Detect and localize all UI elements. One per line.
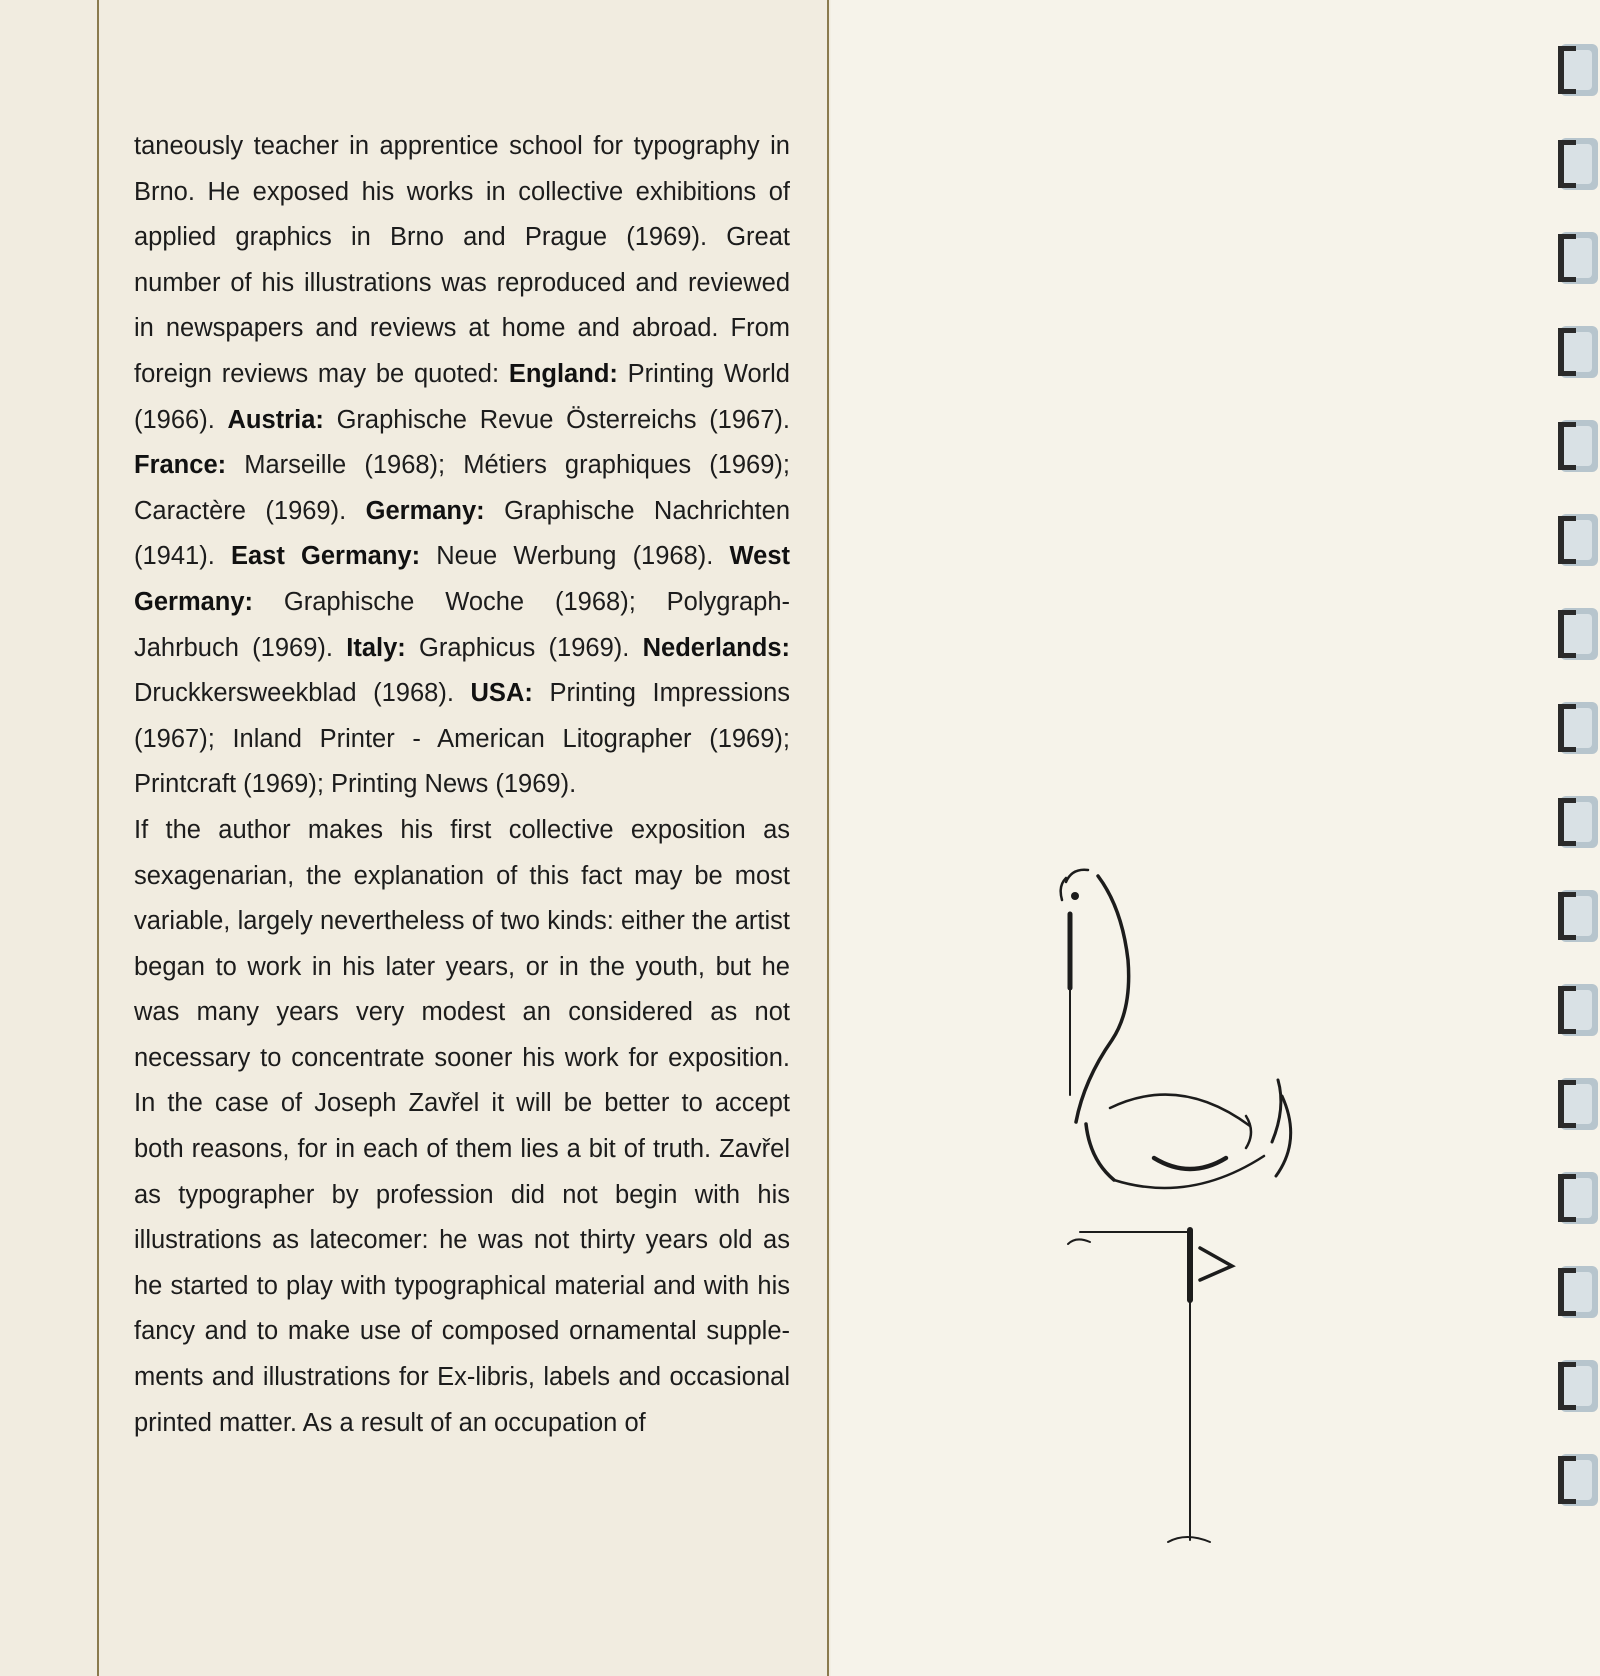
country-label: West Germany: <box>134 542 791 616</box>
paragraph-2: If the author makes his first collective exposition as sexagenarian, the explanation of this fact may be most variable, largely nevertheless of two kinds: either the artist began to work in his later years, or in the youth, but he was many years very modest an considered as not necessary to concentrate sooner his work for exposition. In the case of Joseph Zavřel it will be better to accept both reasons, for in each of them lies a bit of truth. Zavřel as typographer by profession did not begin with his illustrations as latecomer: he was not thirty years old as he started to play with typographical material and with his fancy and to make use of composed ornamental supplements and illustrations for Ex-libris, labels and occasional printed matter. As a result of an occupation of <box>134 815 790 1437</box>
country-label: Nederlands: <box>642 633 790 662</box>
binding-ring-icon <box>1550 416 1600 476</box>
text-run: Printing Impressions (1967); Inland Printer - American Litographer (1969); Printcraft (1969); Printing News (1969). <box>134 679 790 799</box>
left-margin-rule <box>97 0 99 1676</box>
binding-ring-icon <box>1550 886 1600 946</box>
binding-ring-icon <box>1550 1356 1600 1416</box>
binding-ring-icon <box>1550 510 1600 570</box>
binding-ring-icon <box>1550 134 1600 194</box>
binding-ring-icon <box>1550 792 1600 852</box>
binding-ring-icon <box>1550 228 1600 288</box>
binding-ring-icon <box>1550 1450 1600 1510</box>
text-run: Printing World (1966). <box>134 359 790 434</box>
text-column <box>134 124 790 1446</box>
spiral-binding <box>1550 0 1600 1676</box>
text-run: Graphicus (1969). <box>405 633 643 662</box>
paragraph-1 <box>134 124 790 808</box>
binding-ring-icon <box>1550 698 1600 758</box>
binding-ring-icon <box>1550 1168 1600 1228</box>
binding-ring-icon <box>1550 980 1600 1040</box>
country-label: England: <box>508 359 618 388</box>
flamingo-icon <box>1050 860 1330 1560</box>
text-run: Druckkersweekblad (1968). <box>134 679 471 708</box>
binding-ring-icon <box>1550 1262 1600 1322</box>
text-run: taneously teacher in apprentice school for typography in Brno. He exposed his works in collective exhibitions of applied graphics in Brno and Prague (1969). Great number of his illustrations was reproduced and reviewed in newspapers and reviews at home and abroad. From foreign reviews may be quoted: <box>134 132 790 388</box>
binding-ring-icon <box>1550 1074 1600 1134</box>
binding-ring-icon <box>1550 604 1600 664</box>
country-label: Austria: <box>227 405 324 434</box>
binding-ring-icon <box>1550 322 1600 382</box>
text-run: Graphische Nachrichten (1941). <box>134 496 790 571</box>
text-run: Neue Werbung (1968). <box>420 542 730 571</box>
country-label: Germany: <box>365 496 485 525</box>
country-label: Italy: <box>346 633 406 662</box>
text-run: Marseille (1968); Métiers graphiques (1969); Caractère (1969). <box>134 451 790 525</box>
country-label: USA: <box>470 679 533 708</box>
country-label: France: <box>134 451 227 480</box>
text-run: Graphische Revue Österreichs (1967). <box>323 405 790 434</box>
text-run: Graphische Woche (1968); Polygraph-Jahrbuch (1969). <box>134 587 790 662</box>
country-label: East Germany: <box>230 542 421 571</box>
gutter-rule <box>827 0 829 1676</box>
binding-ring-icon <box>1550 40 1600 100</box>
